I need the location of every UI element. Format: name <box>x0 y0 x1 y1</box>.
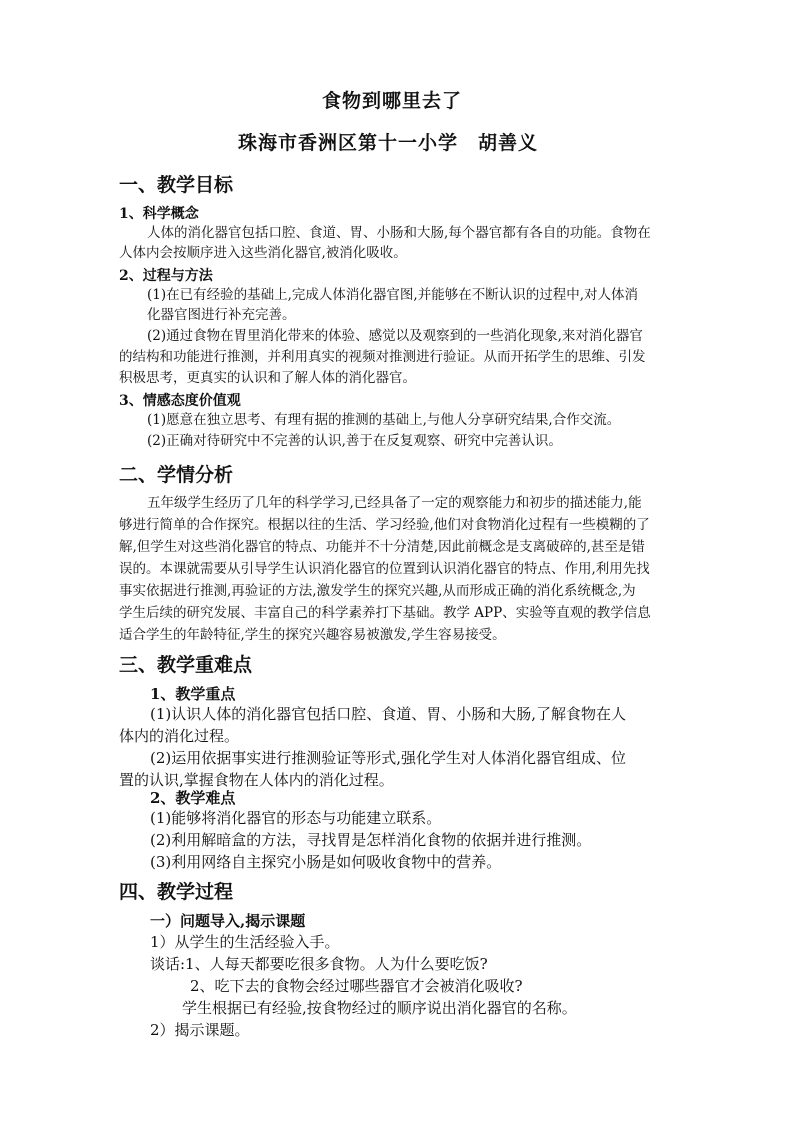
paragraph-line: 学生后续的研究发展、丰富自己的科学素养打下基础。教学 APP、实验等直观的教学信息 <box>119 605 651 621</box>
paragraph-line: 事实依据进行推测,再验证的方法,激发学生的探究兴趣,从而形成正确的消化系统概念,为 <box>119 583 636 599</box>
paragraph-line: 置的认识,掌握食物在人体内的消化过程。 <box>119 771 394 789</box>
subheading-attitude-values: 3、情感态度价值观 <box>119 393 241 409</box>
paragraph-line: 的结构和功能进行推测，并利用真实的视频对推测进行验证。从而开拓学生的思维、引发 <box>119 349 646 365</box>
paragraph-line: 1）从学生的生活经验入手。 <box>150 933 340 951</box>
paragraph-line: (2)利用解暗盒的方法，寻找胃是怎样消化食物的依据并进行推测。 <box>150 831 592 849</box>
document-author: 珠海市香洲区第十一小学 胡善义 <box>238 132 539 154</box>
document-title: 食物到哪里去了 <box>322 90 463 112</box>
paragraph-line: (1)愿意在独立思考、有理有据的推测的基础上,与他人分享研究结果,合作交流。 <box>147 412 621 428</box>
paragraph-line: 体内的消化过程。 <box>119 727 240 745</box>
paragraph-line: (2)通过食物在胃里消化带来的体验、感觉以及观察到的一些消化现象,来对消化器官 <box>147 328 643 344</box>
paragraph-line: 积极思考，更真实的认识和了解人体的消化器官。 <box>119 370 416 386</box>
subheading-key-points: 1、教学重点 <box>150 685 236 703</box>
paragraph-line: 人体的消化器官包括口腔、食道、胃、小肠和大肠,每个器官都有各自的功能。食物在 <box>147 225 651 241</box>
subheading-problem-introduction: 一）问题导入,揭示课题 <box>150 912 306 930</box>
section-heading-objectives: 一、教学目标 <box>119 174 234 196</box>
paragraph-line: 化器官图进行补充完善。 <box>147 307 296 323</box>
section-heading-student-analysis: 二、学情分析 <box>119 464 234 486</box>
paragraph-line: 2）揭示课题。 <box>150 1021 250 1039</box>
paragraph-line: 人体内会按顺序进入这些消化器官,被消化吸收。 <box>119 245 407 261</box>
paragraph-line: 误的。本课就需要从引导学生认识消化器官的位置到认识消化器官的特点、作用,利用先找 <box>119 561 650 577</box>
paragraph-line: 解,但学生对这些消化器官的特点、功能并不十分清楚,因此前概念是支离破碎的,甚至是错 <box>119 539 645 555</box>
subheading-process-method: 2、过程与方法 <box>119 268 213 284</box>
paragraph-line: (3)利用网络自主探究小肠是如何吸收食物中的营养。 <box>150 853 502 871</box>
paragraph-line: 学生根据已有经验,按食物经过的顺序说出消化器官的名称。 <box>182 999 577 1017</box>
subheading-science-concept: 1、科学概念 <box>119 206 199 222</box>
paragraph-line: 五年级学生经历了几年的科学学习,已经具备了一定的观察能力和初步的描述能力,能 <box>147 495 642 511</box>
paragraph-line: 谈话:1、人每天都要吃很多食物。人为什么要吃饭? <box>150 955 488 973</box>
paragraph-line: (1)认识人体的消化器官包括口腔、食道、胃、小肠和大肠,了解食物在人 <box>150 705 627 723</box>
subheading-difficult-points: 2、教学难点 <box>150 789 236 807</box>
paragraph-line: (1)能够将消化器官的形态与功能建立联系。 <box>150 809 442 827</box>
section-heading-teaching-process: 四、教学过程 <box>119 881 234 903</box>
paragraph-line: 够进行简单的合作探究。根据以往的生活、学习经验,他们对食物消化过程有一些模糊的了 <box>119 517 650 533</box>
paragraph-line: (2)运用依据事实进行推测验证等形式,强化学生对人体消化器官组成、位 <box>150 749 627 767</box>
paragraph-line: (2)正确对待研究中不完善的认识,善于在反复观察、研究中完善认识。 <box>147 433 562 449</box>
paragraph-line: 适合学生的年龄特征,学生的探究兴趣容易被激发,学生容易接受。 <box>119 627 506 643</box>
paragraph-line: (1)在已有经验的基础上,完成人体消化器官图,并能够在不断认识的过程中,对人体消 <box>147 287 638 303</box>
section-heading-key-difficult-points: 三、教学重难点 <box>119 654 253 676</box>
paragraph-line: 2、吃下去的食物会经过哪些器官才会被消化吸收? <box>190 977 523 995</box>
